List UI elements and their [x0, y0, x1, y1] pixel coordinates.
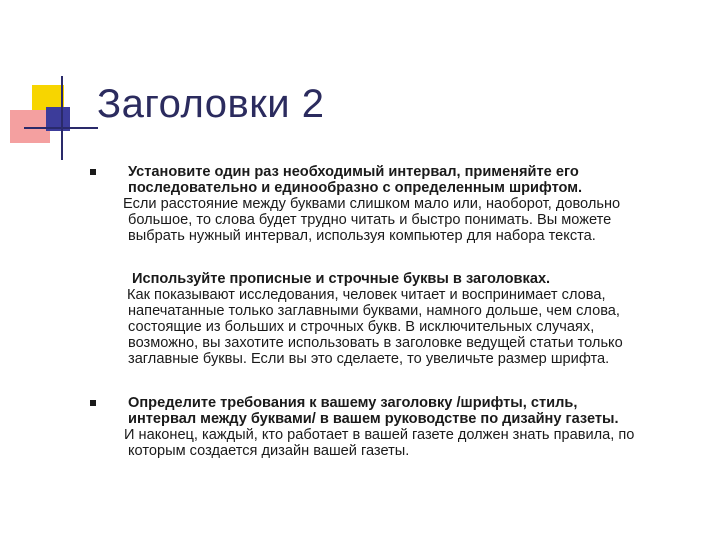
list-item	[90, 164, 702, 244]
logo-red-square	[10, 110, 50, 143]
text-line: которым создается дизайн вашей газеты.	[128, 443, 410, 459]
text-line: Если расстояние между буквами слишком мало или, наоборот, довольно	[123, 196, 621, 212]
heading-line: интервал между буквами/ в вашем руководстве по дизайну газеты.	[128, 411, 619, 427]
heading-line: Установите один раз необходимый интервал, применяйте его	[128, 164, 579, 180]
bullet-square-icon	[90, 400, 96, 406]
item-heading	[128, 395, 702, 427]
heading-line: последовательно и единообразно с определенным шрифтом.	[128, 180, 583, 196]
text-line: большое, то слова будет трудно читать и быстро понимать. Вы можете	[128, 212, 612, 228]
text-line: выбрать нужный интервал, используя компьютер для набора текста.	[128, 228, 596, 244]
text-line: состоящие из больших и строчных букв. В исключительных случаях,	[128, 319, 595, 335]
heading-line: Используйте прописные и строчные буквы в заголовках.	[132, 271, 551, 287]
decorative-logo	[0, 0, 100, 170]
slide-title: Заголовки 2	[97, 82, 325, 126]
slide-body	[90, 160, 702, 459]
list-item	[90, 271, 702, 367]
bullet-square-icon	[90, 169, 96, 175]
text-line: И наконец, каждый, кто работает в вашей газете должен знать правила, по	[124, 427, 635, 443]
text-line: Как показывают исследования, человек читает и воспринимает слова,	[127, 287, 606, 303]
text-line: напечатанные только заглавными буквами, намного дольше, чем слова,	[128, 303, 620, 319]
text-line: заглавные буквы. Если вы это сделаете, то увеличьте размер шрифта.	[128, 351, 610, 367]
heading-line: Определите требования к вашему заголовку /шрифты, стиль,	[128, 395, 578, 411]
item-text	[123, 196, 702, 244]
item-text	[124, 427, 702, 459]
list-item	[90, 395, 702, 459]
item-heading	[132, 271, 702, 287]
text-line: возможно, вы захотите использовать в заголовке ведущей статьи только	[128, 335, 623, 351]
item-heading	[128, 164, 702, 196]
item-text	[127, 287, 702, 367]
